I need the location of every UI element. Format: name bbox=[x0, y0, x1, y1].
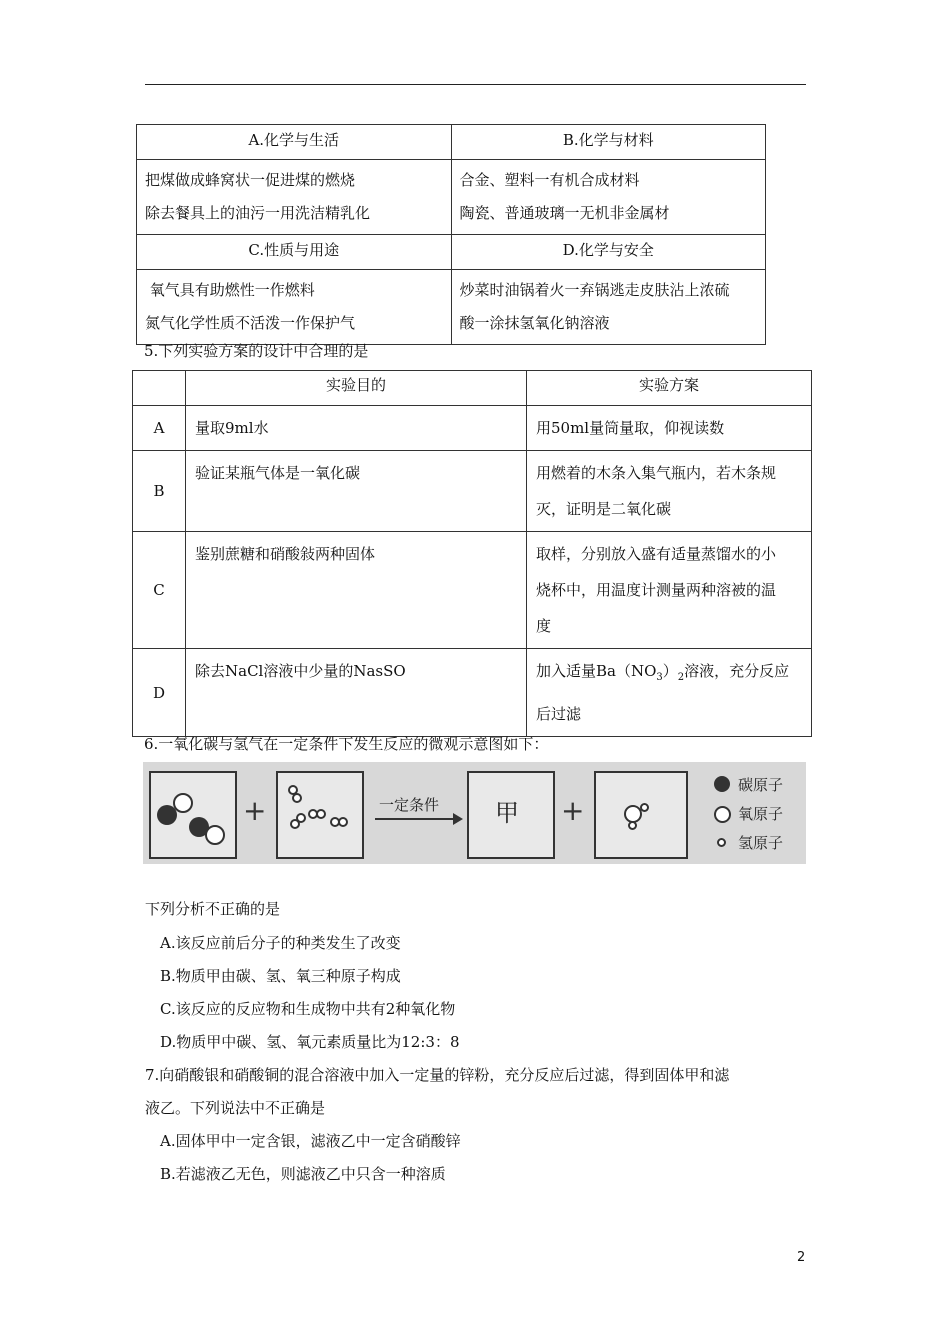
plus-sign: + bbox=[561, 794, 585, 827]
question-7-stem-line2: 液乙。下列说法中不正确是 bbox=[145, 1099, 326, 1117]
table-line: 陶瓷、普通玻璃一无机非金属材 bbox=[459, 204, 670, 222]
options-table bbox=[136, 124, 766, 345]
hydrogen-atom-icon bbox=[338, 817, 348, 827]
row-label: B bbox=[133, 451, 186, 532]
table-line: 除去餐具上的油污一用洗洁精乳化 bbox=[145, 204, 371, 222]
table-row bbox=[133, 649, 812, 737]
plan-text: 溶液，充分反应 bbox=[684, 662, 790, 680]
question-5-stem: 5.下列实验方案的设计中合理的是 bbox=[144, 342, 369, 360]
subscript: 2 bbox=[677, 672, 685, 683]
plan-line: 用50ml量筒量取，仰视读数 bbox=[536, 419, 725, 437]
hydrogen-atom-icon bbox=[292, 793, 302, 803]
row-plan bbox=[527, 649, 812, 737]
question-6-stem: 6.一氧化碳与氢气在一定条件下发生反应的微观示意图如下： bbox=[144, 735, 549, 753]
row-purpose: 量取9ml水 bbox=[186, 406, 527, 451]
hydrogen-legend-icon bbox=[717, 838, 726, 847]
plan-text: 加入适量Ba（NO bbox=[536, 662, 657, 680]
table-cell-c-body bbox=[137, 270, 452, 345]
plan-line: 取样，分别放入盛有适量蒸馏水的小 bbox=[536, 545, 777, 563]
hydrogen-atom-icon bbox=[296, 813, 306, 823]
plan-line: 后过滤 bbox=[536, 705, 582, 723]
arrow-shaft bbox=[375, 818, 455, 820]
table-header-blank bbox=[133, 371, 186, 406]
plan-text: ） bbox=[662, 662, 678, 680]
table-line: 炒菜时油锅着火一弃锅逃走皮肤沾上浓硫 bbox=[459, 281, 730, 299]
table-cell-b-header: B.化学与材料 bbox=[451, 125, 766, 160]
table-cell-b-body bbox=[451, 160, 766, 235]
legend-hydrogen: 氢原子 bbox=[738, 834, 784, 852]
option-d: D.物质甲中碳、氢、氧元素质量比为12:3：8 bbox=[160, 1033, 460, 1051]
table-cell-d-body bbox=[451, 270, 766, 345]
table-line: 合金、塑料一有机合成材料 bbox=[459, 171, 640, 189]
hydrogen-atom-icon bbox=[628, 821, 637, 830]
plan-line: 烧杯中，用温度计测量两种溶被的温 bbox=[536, 581, 777, 599]
row-label: D bbox=[133, 649, 186, 737]
oxygen-atom-icon bbox=[205, 825, 225, 845]
table-cell-d-header: D.化学与安全 bbox=[451, 235, 766, 270]
row-plan bbox=[527, 451, 812, 532]
experiment-table bbox=[132, 370, 812, 737]
option-c: C.该反应的反应物和生成物中共有2种氧化物 bbox=[160, 1000, 456, 1018]
header-rule bbox=[145, 84, 806, 85]
option-a: A.固体甲中一定含银，滤液乙中一定含硝酸锌 bbox=[160, 1132, 461, 1150]
hydrogen-atom-icon bbox=[640, 803, 649, 812]
row-plan bbox=[527, 406, 812, 451]
legend-carbon: 碳原子 bbox=[738, 776, 784, 794]
plus-sign: + bbox=[243, 794, 267, 827]
plan-line bbox=[536, 653, 802, 696]
option-b: B.物质甲由碳、氢、氧三种原子构成 bbox=[160, 967, 401, 985]
reactant-h2-box bbox=[276, 771, 364, 859]
legend-oxygen: 氧原子 bbox=[738, 805, 784, 823]
table-line: 氧气具有助燃性一作燃料 bbox=[145, 281, 315, 299]
row-purpose: 验证某瓶气体是一氧化碳 bbox=[186, 451, 527, 532]
table-line: 氮气化学性质不活泼一作保护气 bbox=[145, 314, 356, 332]
product-jia-box bbox=[467, 771, 555, 859]
table-row bbox=[133, 532, 812, 649]
hydrogen-atom-icon bbox=[316, 809, 326, 819]
carbon-legend-icon bbox=[714, 776, 730, 792]
table-cell-c-header: C.性质与用途 bbox=[137, 235, 452, 270]
oxygen-legend-icon bbox=[714, 806, 731, 823]
table-cell-a-body bbox=[137, 160, 452, 235]
row-plan bbox=[527, 532, 812, 649]
oxygen-atom-icon bbox=[173, 793, 193, 813]
row-label: C bbox=[133, 532, 186, 649]
subscript: 3 bbox=[656, 672, 663, 683]
reactant-co-box bbox=[149, 771, 237, 859]
page-number: 2 bbox=[797, 1250, 806, 1265]
table-line: 把煤做成蜂窝状一促进煤的燃烧 bbox=[145, 171, 356, 189]
row-purpose: 鉴别蔗糖和硝酸敍两种固体 bbox=[186, 532, 527, 649]
table-header-purpose: 实验目的 bbox=[186, 371, 527, 406]
product-label: 甲 bbox=[495, 799, 519, 827]
option-b: B.若滤液乙无色，则滤液乙中只含一种溶质 bbox=[160, 1165, 446, 1183]
question-6-prompt: 下列分析不正确的是 bbox=[145, 900, 281, 918]
plan-line: 灭，证明是二氧化碳 bbox=[536, 500, 672, 518]
table-cell-a-header: A.化学与生活 bbox=[137, 125, 452, 160]
table-row bbox=[133, 451, 812, 532]
table-header-plan: 实验方案 bbox=[527, 371, 812, 406]
plan-line: 度 bbox=[536, 617, 552, 635]
reaction-diagram bbox=[143, 762, 806, 864]
question-7-stem-line1: 7.向硝酸银和硝酸铜的混合溶液中加入一定量的锌粉，充分反应后过滤，得到固体甲和滤 bbox=[145, 1066, 730, 1084]
plan-line: 用燃着的木条入集气瓶内，若木条规 bbox=[536, 464, 777, 482]
option-a: A.该反应前后分子的种类发生了改变 bbox=[160, 934, 401, 952]
arrow-head-icon bbox=[453, 813, 463, 825]
condition-label: 一定条件 bbox=[379, 796, 440, 814]
row-purpose: 除去NaCl溶液中少量的NasSO bbox=[186, 649, 527, 737]
row-label: A bbox=[133, 406, 186, 451]
product-water-box bbox=[594, 771, 688, 859]
table-line: 酸一涂抹氢氧化钠溶液 bbox=[459, 314, 610, 332]
table-row bbox=[133, 406, 812, 451]
